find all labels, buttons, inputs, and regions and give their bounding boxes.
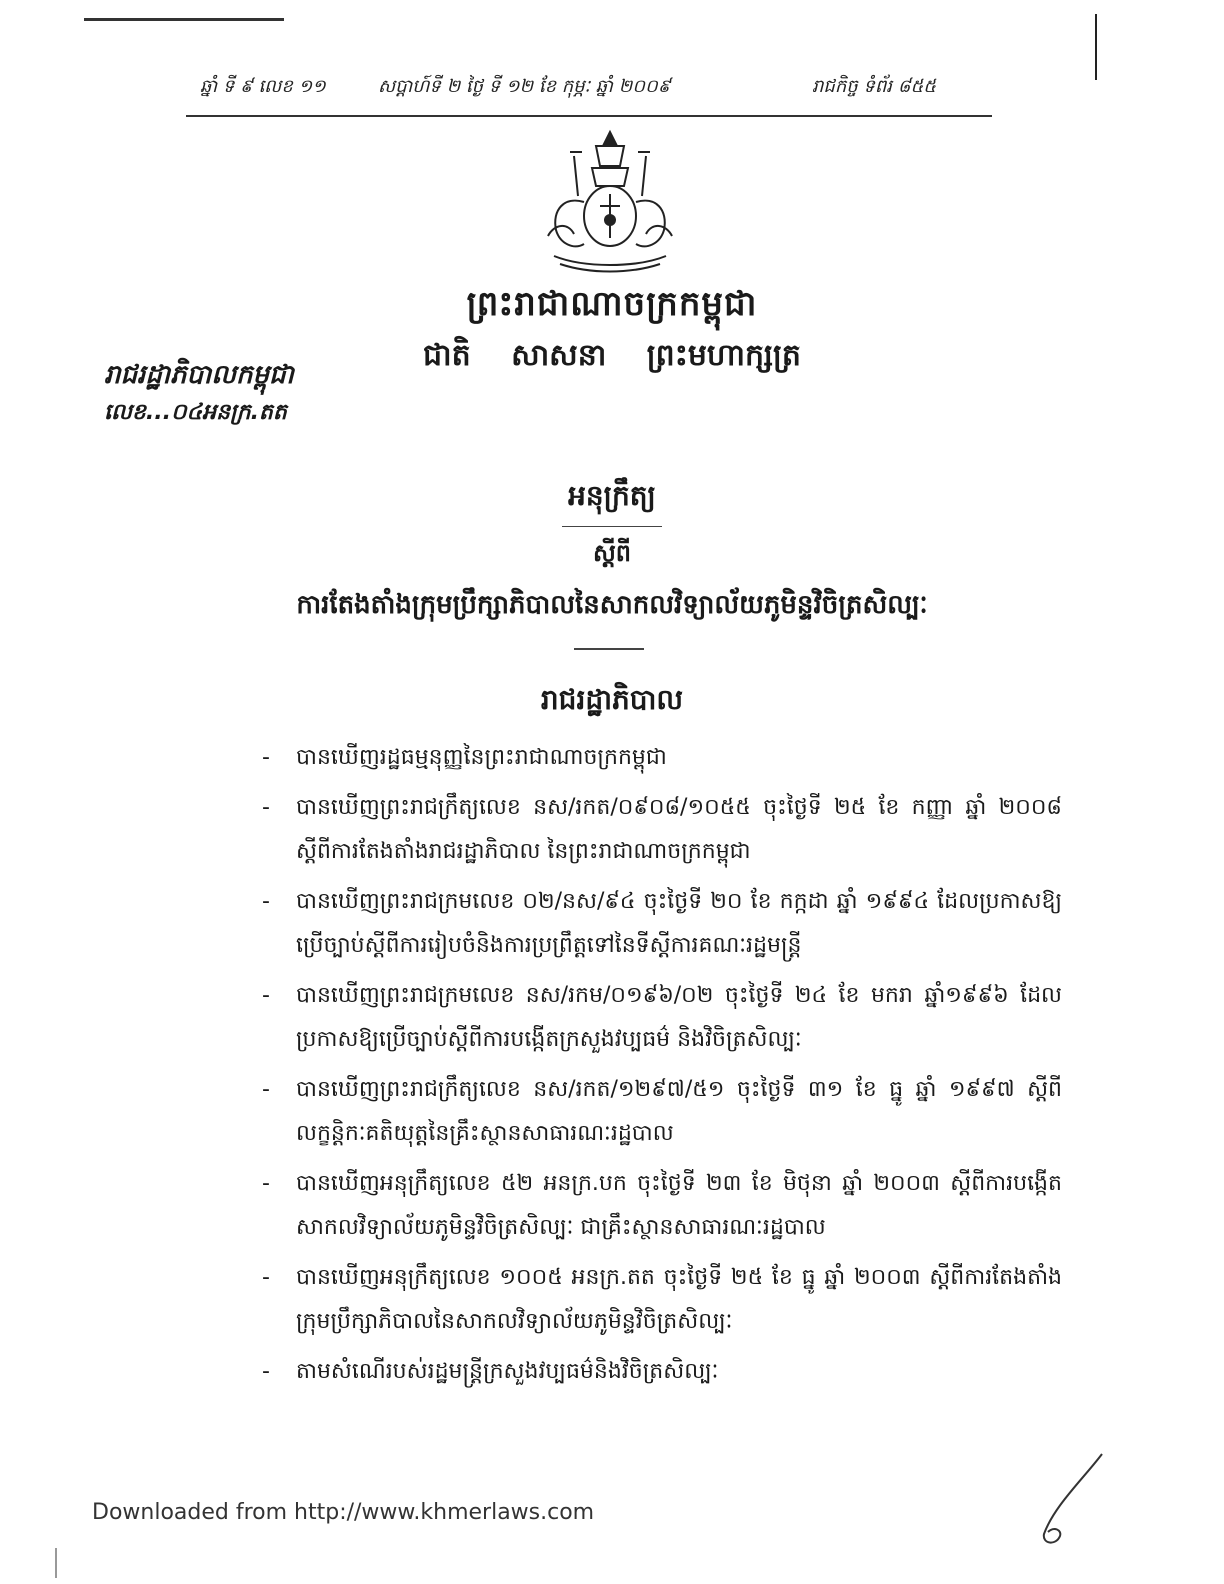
- list-item: [262, 880, 1062, 968]
- list-dash: -: [262, 1077, 270, 1102]
- list-item-text: បានឃើញព្រះរាជក្រឹត្យលេខ នស/រកត/១២៩៧/៥១ ចុះថ្ងៃទី ៣១ ខែ ធ្នូ ឆ្នាំ ១៩៩៧ ស្តីពីលក្ខន្តិកៈគតិយុត្តនៃគ្រឹះស្ថានសាធារណៈរដ្ឋបាល: [296, 1077, 1062, 1146]
- list-item: [262, 1068, 1062, 1156]
- document-type: អនុក្រឹត្យ: [568, 479, 656, 512]
- scan-edge-bottom: [55, 1548, 57, 1578]
- handwritten-page-mark-icon: [1034, 1448, 1114, 1548]
- reference-number: លេខ...០៤អនក្រ.តត: [104, 400, 287, 425]
- royal-emblem-icon: [534, 126, 686, 276]
- list-item: [262, 786, 1062, 874]
- list-item-text: បានឃើញព្រះរាជក្រមលេខ នស/រកម/០១៩៦/០២ ចុះថ្ងៃទី ២៤ ខែ មករា ឆ្នាំ១៩៩៦ ដែលប្រកាសឱ្យប្រើច្បាប់ស្តីពីការបង្កើតក្រសួងវប្បធម៌ និងវិចិត្រសិល្បៈ: [296, 983, 1062, 1052]
- list-dash: -: [262, 1359, 270, 1384]
- list-item-text: បានឃើញព្រះរាជក្រឹត្យលេខ នស/រកត/០៩០៨/១០៥៥ ចុះថ្ងៃទី ២៥ ខែ កញ្ញា ឆ្នាំ ២០០៨ ស្តីពីការតែងតាំងរាជរដ្ឋាភិបាល នៃព្រះរាជាណាចក្រកម្ពុជា: [296, 795, 1062, 864]
- list-dash: -: [262, 1265, 270, 1290]
- national-motto: ជាតិ សាសនា ព្រះមហាក្សត្រ: [423, 338, 801, 373]
- list-dash: -: [262, 889, 270, 914]
- gazette-issue: ឆ្នាំ ទី ៩ លេខ ១១: [200, 76, 326, 97]
- list-item: [262, 1162, 1062, 1250]
- header-rule: [186, 115, 992, 117]
- list-dash: -: [262, 983, 270, 1008]
- list-item: [262, 1256, 1062, 1344]
- list-dash: -: [262, 745, 270, 770]
- government-label: រាជរដ្ឋាភិបាលកម្ពុជា: [104, 360, 294, 390]
- list-dash: -: [262, 1171, 270, 1196]
- separator-line: [562, 526, 662, 527]
- separator-line: [574, 648, 644, 650]
- scan-edge-right: [1095, 14, 1097, 80]
- document-title: ការតែងតាំងក្រុមប្រឹក្សាភិបាលនៃសាកលវិទ្យាល័យភូមិន្ទវិចិត្រសិល្បៈ: [296, 590, 928, 620]
- download-source-link[interactable]: Downloaded from http://www.khmerlaws.com: [92, 1500, 595, 1525]
- list-item-text: តាមសំណើរបស់រដ្ឋមន្ត្រីក្រសួងវប្បធម៌និងវិចិត្រសិល្បៈ: [296, 1359, 719, 1384]
- list-item-text: បានឃើញព្រះរាជក្រមលេខ ០២/នស/៩៤ ចុះថ្ងៃទី ២០ ខែ កក្កដា ឆ្នាំ ១៩៩៤ ដែលប្រកាសឱ្យប្រើច្បាប់ស្តីពីការរៀបចំនិងការប្រព្រឹត្តទៅនៃទីស្តីការគណៈរដ្ឋមន្ត្រី: [296, 889, 1062, 958]
- scan-edge-top: [84, 18, 284, 21]
- list-item: [262, 1350, 1062, 1394]
- list-item-text: បានឃើញអនុក្រឹត្យលេខ ៥២ អនក្រ.បក ចុះថ្ងៃទី ២៣ ខែ មិថុនា ឆ្នាំ ២០០៣ ស្តីពីការបង្កើតសាកលវិទ្យាល័យភូមិន្ទវិចិត្រសិល្បៈ ជាគ្រឹះស្ថានសាធារណៈរដ្ឋបាល: [296, 1171, 1062, 1240]
- gazette-date: សប្តាហ៍ទី ២ ថ្ងៃ ទី ១២ ខែ កុម្ភៈ ឆ្នាំ ២០០៩: [378, 76, 671, 97]
- list-item: [262, 974, 1062, 1062]
- gazette-page: រាជកិច្ច ទំព័រ ៨៥៥: [812, 76, 936, 97]
- list-item-text: បានឃើញអនុក្រឹត្យលេខ ១០០៥ អនក្រ.តត ចុះថ្ងៃទី ២៥ ខែ ធ្នូ ឆ្នាំ ២០០៣ ស្តីពីការតែងតាំងក្រុមប្រឹក្សាភិបាលនៃសាកលវិទ្យាល័យភូមិន្ទវិចិត្រសិល្បៈ: [296, 1265, 1062, 1334]
- list-dash: -: [262, 795, 270, 820]
- list-item-text: បានឃើញរដ្ឋធម្មនុញ្ញនៃព្រះរាជាណាចក្រកម្ពុជា: [296, 745, 667, 770]
- about-label: ស្តីពី: [592, 539, 632, 567]
- kingdom-name: ព្រះរាជាណាចក្រកម្ពុជា: [466, 284, 758, 324]
- recitals-list: [262, 736, 1062, 1400]
- list-item: [262, 736, 1062, 780]
- issuer-label: រាជរដ្ឋាភិបាល: [540, 683, 684, 716]
